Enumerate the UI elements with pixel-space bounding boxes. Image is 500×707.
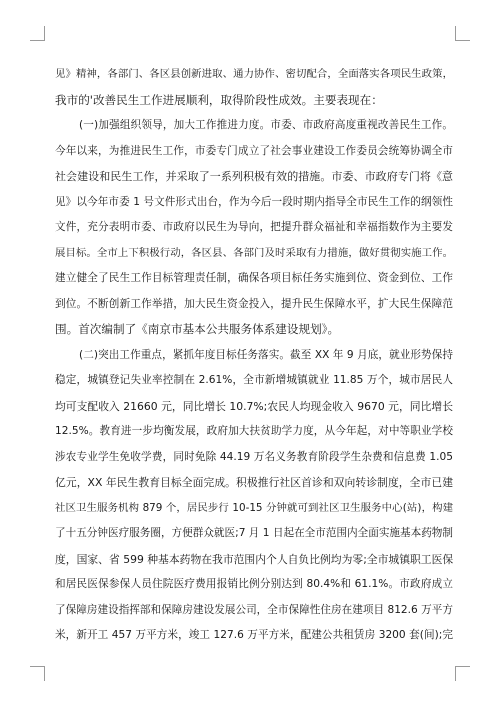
text-line: 社会建设和民生工作，并采取了一系列积极有效的措施。市委、市政府专门将《意 [55, 170, 453, 183]
text-line: 和居民医保参保人员住院医疗费用报销比例分别达到 80.4%和 61.1%。市政府成立 [55, 578, 453, 590]
text-line: 稳定，城镇登记失业率控制在 2.61%，全市新增城镇就业 11.85 万个，城市居民人 [55, 374, 453, 386]
document-body [55, 62, 453, 649]
crop-mark-bottom-left [30, 666, 45, 681]
text-line: 文件，充分表明市委、市政府以民生为导向，把提升群众福祉和幸福指数作为主要发 [55, 221, 453, 233]
text-line: 亿元，XX 年民生教育目标全面完成。积极推行社区首诊和双向转诊制度，全市已建 [55, 476, 453, 489]
text-line: 社区卫生服务机构 879 个，居民步行 10-15 分钟就可到社区卫生服务中心(站)，构建 [55, 501, 453, 514]
text-line: 展目标。全市上下积极行动，各区县、各部门及时采取有力措施，做好贯彻实施工作。 [55, 246, 453, 259]
text-line: 今年以来，为推进民生工作，市委专门成立了社会事业建设工作委员会统筹协调全市 [55, 144, 453, 157]
text-line: 了十五分钟医疗服务圈，方便群众就医;7 月 1 日起在全市范围内全面实施基本药物制 [55, 527, 453, 539]
text-line: 12.5%。教育进一步均衡发展，政府加大扶贫助学力度，从今年起，对中等职业学校 [55, 425, 453, 437]
text-line: 见》以今年市委 1 号文件形式出台，作为今后一段时期内指导全市民生工作的纲领性 [55, 195, 453, 208]
text-line: 涉农专业学生免收学费，同时免除 44.19 万名义务教育阶段学生杂费和信息费 1.05 [55, 450, 453, 463]
text-line: 我市的'改善民生工作进展顺利，取得阶段性成效。主要表现在： [55, 92, 383, 107]
text-line: 见》精神，各部门、各区县创新进取、通力协作、密切配合，全面落实各项民生政策， [55, 68, 453, 80]
text-line: 了保障房建设指挥部和保障房建设发展公司，全市保障性住房在建项目 812.6 万平方 [55, 603, 453, 616]
text-line: 度，国家、省 599 种基本药物在我市范围内个人自负比例均为零;全市城镇职工医保 [55, 552, 454, 566]
text-line: 建立健全了民生工作目标管理责任制，确保各项目标任务实施到位、资金到位、工作 [55, 272, 453, 284]
text-line: 米，新开工 457 万平方米，竣工 127.6 万平方米，配建公共租赁房 3200 套(间);完 [55, 629, 453, 641]
text-line: (二)突出工作重点，紧抓年度目标任务落实。截至 XX 年 9 月底，就业形势保持 [79, 348, 453, 361]
crop-mark-top-right [455, 26, 470, 41]
text-line: 围。首次编制了《南京市基本公共服务体系建设规划》。 [55, 322, 340, 336]
crop-mark-bottom-right [455, 666, 470, 681]
text-line: 均可支配收入 21660 元，同比增长 10.7%;农民人均现金收入 9670 元，同比增长 [55, 399, 453, 413]
crop-mark-top-left [30, 26, 45, 41]
text-line: 到位。不断创新工作举措，加大民生资金投入，提升民生保障水平，扩大民生保障范 [55, 297, 453, 310]
text-line: (一)加强组织领导，加大工作推进力度。市委、市政府高度重视改善民生工作。 [79, 119, 453, 131]
